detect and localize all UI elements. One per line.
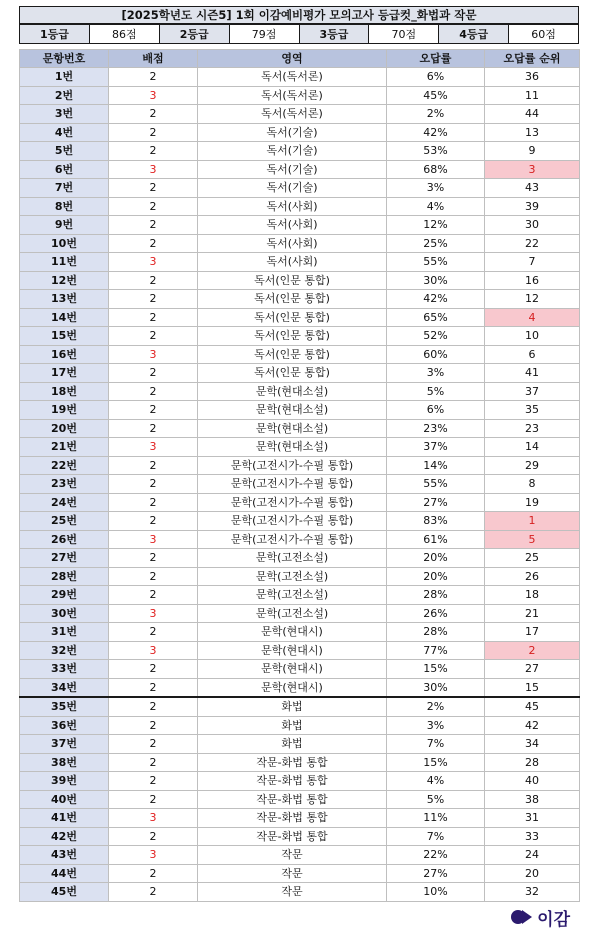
grade-score: 60점 <box>509 25 579 44</box>
table-row <box>20 382 580 401</box>
cell-area: 독서(기술) <box>198 160 387 179</box>
grade-cut-table <box>19 24 579 44</box>
cell-question-number: 4번 <box>20 123 109 142</box>
cell-points: 2 <box>109 864 198 883</box>
cell-question-number: 26번 <box>20 530 109 549</box>
cell-error-rate: 15% <box>387 753 485 772</box>
cell-error-rank: 39 <box>485 197 580 216</box>
cell-area: 작문-화법 통합 <box>198 827 387 846</box>
table-row <box>20 512 580 531</box>
cell-error-rank: 31 <box>485 809 580 828</box>
table-row <box>20 253 580 272</box>
cell-points: 2 <box>109 716 198 735</box>
cell-question-number: 36번 <box>20 716 109 735</box>
cell-error-rank: 44 <box>485 105 580 124</box>
cell-area: 독서(인문 통합) <box>198 364 387 383</box>
table-row <box>20 697 580 716</box>
table-row <box>20 641 580 660</box>
cell-error-rank: 45 <box>485 697 580 716</box>
cell-points: 2 <box>109 401 198 420</box>
cell-question-number: 17번 <box>20 364 109 383</box>
cell-area: 독서(사회) <box>198 234 387 253</box>
cell-question-number: 10번 <box>20 234 109 253</box>
cell-error-rank: 27 <box>485 660 580 679</box>
cell-points: 3 <box>109 530 198 549</box>
cell-question-number: 16번 <box>20 345 109 364</box>
cell-points: 3 <box>109 345 198 364</box>
cell-area: 화법 <box>198 735 387 754</box>
grade-label: 2등급 <box>159 25 229 44</box>
table-row <box>20 753 580 772</box>
table-row <box>20 772 580 791</box>
cell-question-number: 6번 <box>20 160 109 179</box>
table-row <box>20 234 580 253</box>
cell-area: 문학(고전소설) <box>198 549 387 568</box>
cell-area: 작문 <box>198 864 387 883</box>
cell-area: 독서(기술) <box>198 179 387 198</box>
table-row <box>20 271 580 290</box>
cell-points: 3 <box>109 641 198 660</box>
cell-question-number: 30번 <box>20 604 109 623</box>
cell-question-number: 7번 <box>20 179 109 198</box>
table-row <box>20 160 580 179</box>
table-row <box>20 475 580 494</box>
cell-area: 독서(기술) <box>198 123 387 142</box>
cell-error-rate: 45% <box>387 86 485 105</box>
table-row <box>20 846 580 865</box>
table-row <box>20 105 580 124</box>
cell-question-number: 42번 <box>20 827 109 846</box>
cell-question-number: 44번 <box>20 864 109 883</box>
cell-points: 3 <box>109 809 198 828</box>
cell-error-rate: 27% <box>387 493 485 512</box>
cell-points: 2 <box>109 735 198 754</box>
cell-error-rate: 61% <box>387 530 485 549</box>
table-row <box>20 308 580 327</box>
cell-points: 2 <box>109 382 198 401</box>
cell-error-rate: 10% <box>387 883 485 902</box>
cell-error-rate: 20% <box>387 567 485 586</box>
cell-points: 2 <box>109 216 198 235</box>
cell-question-number: 21번 <box>20 438 109 457</box>
cell-area: 화법 <box>198 697 387 716</box>
cell-error-rate: 52% <box>387 327 485 346</box>
cell-error-rate: 26% <box>387 604 485 623</box>
cell-question-number: 45번 <box>20 883 109 902</box>
cell-points: 2 <box>109 419 198 438</box>
cell-area: 독서(독서론) <box>198 86 387 105</box>
cell-error-rank: 5 <box>485 530 580 549</box>
cell-area: 독서(인문 통합) <box>198 345 387 364</box>
header-error-rank: 오답률 순위 <box>485 50 580 68</box>
header-points: 배점 <box>109 50 198 68</box>
cell-points: 2 <box>109 197 198 216</box>
cell-question-number: 39번 <box>20 772 109 791</box>
cell-question-number: 15번 <box>20 327 109 346</box>
cell-question-number: 14번 <box>20 308 109 327</box>
table-row <box>20 438 580 457</box>
cell-error-rate: 14% <box>387 456 485 475</box>
cell-question-number: 24번 <box>20 493 109 512</box>
logo-text: 이감 <box>537 909 570 930</box>
cell-area: 독서(사회) <box>198 216 387 235</box>
cell-points: 3 <box>109 438 198 457</box>
table-row <box>20 864 580 883</box>
table-row <box>20 586 580 605</box>
cell-question-number: 12번 <box>20 271 109 290</box>
cell-error-rank: 21 <box>485 604 580 623</box>
table-row <box>20 809 580 828</box>
table-row <box>20 86 580 105</box>
cell-points: 2 <box>109 179 198 198</box>
header-error-rate: 오답률 <box>387 50 485 68</box>
cell-area: 문학(고전소설) <box>198 604 387 623</box>
cell-error-rank: 6 <box>485 345 580 364</box>
grade-score: 70점 <box>369 25 439 44</box>
table-row <box>20 123 580 142</box>
cell-points: 2 <box>109 475 198 494</box>
cell-error-rank: 7 <box>485 253 580 272</box>
cell-question-number: 35번 <box>20 697 109 716</box>
cell-question-number: 13번 <box>20 290 109 309</box>
cell-points: 2 <box>109 772 198 791</box>
cell-error-rank: 12 <box>485 290 580 309</box>
table-row <box>20 290 580 309</box>
cell-error-rate: 55% <box>387 253 485 272</box>
cell-error-rank: 40 <box>485 772 580 791</box>
cell-error-rate: 37% <box>387 438 485 457</box>
cell-area: 문학(고전시가-수필 통합) <box>198 493 387 512</box>
cell-points: 2 <box>109 456 198 475</box>
cell-area: 화법 <box>198 716 387 735</box>
brand-logo <box>511 906 570 928</box>
cell-question-number: 31번 <box>20 623 109 642</box>
header-area: 영역 <box>198 50 387 68</box>
cell-error-rate: 5% <box>387 382 485 401</box>
cell-question-number: 29번 <box>20 586 109 605</box>
cell-error-rank: 2 <box>485 641 580 660</box>
cell-error-rate: 42% <box>387 123 485 142</box>
table-header-row <box>20 50 580 68</box>
cell-error-rate: 77% <box>387 641 485 660</box>
question-stats-table <box>19 49 580 902</box>
cell-error-rank: 25 <box>485 549 580 568</box>
page-title: [2025학년도 시즌5] 1회 이감예비평가 모의고사 등급컷_화법과 작문 <box>19 6 579 24</box>
cell-error-rate: 2% <box>387 105 485 124</box>
cell-points: 2 <box>109 142 198 161</box>
cell-error-rate: 23% <box>387 419 485 438</box>
cell-points: 2 <box>109 308 198 327</box>
cell-error-rate: 68% <box>387 160 485 179</box>
table-row <box>20 345 580 364</box>
cell-error-rate: 53% <box>387 142 485 161</box>
cell-error-rank: 43 <box>485 179 580 198</box>
cell-points: 2 <box>109 586 198 605</box>
cell-points: 2 <box>109 105 198 124</box>
cell-points: 2 <box>109 678 198 697</box>
cell-area: 문학(고전소설) <box>198 586 387 605</box>
cell-error-rank: 3 <box>485 160 580 179</box>
logo-triangle-icon <box>522 910 532 924</box>
cell-area: 독서(사회) <box>198 197 387 216</box>
table-row <box>20 567 580 586</box>
cell-error-rate: 28% <box>387 623 485 642</box>
cell-question-number: 22번 <box>20 456 109 475</box>
table-row <box>20 456 580 475</box>
cell-error-rank: 19 <box>485 493 580 512</box>
cell-area: 독서(인문 통합) <box>198 290 387 309</box>
header-question-number: 문항번호 <box>20 50 109 68</box>
cell-area: 독서(인문 통합) <box>198 327 387 346</box>
cell-question-number: 38번 <box>20 753 109 772</box>
cell-error-rank: 20 <box>485 864 580 883</box>
cell-error-rate: 4% <box>387 772 485 791</box>
cell-question-number: 40번 <box>20 790 109 809</box>
table-row <box>20 735 580 754</box>
cell-error-rank: 16 <box>485 271 580 290</box>
cell-error-rank: 26 <box>485 567 580 586</box>
table-row <box>20 623 580 642</box>
cell-error-rank: 35 <box>485 401 580 420</box>
cell-error-rank: 18 <box>485 586 580 605</box>
cell-error-rank: 17 <box>485 623 580 642</box>
cell-area: 독서(독서론) <box>198 105 387 124</box>
cell-question-number: 8번 <box>20 197 109 216</box>
table-row <box>20 827 580 846</box>
cell-question-number: 23번 <box>20 475 109 494</box>
cell-area: 작문 <box>198 846 387 865</box>
cell-error-rate: 12% <box>387 216 485 235</box>
cell-area: 문학(고전시가-수필 통합) <box>198 530 387 549</box>
cell-error-rank: 14 <box>485 438 580 457</box>
table-row <box>20 68 580 87</box>
cell-points: 2 <box>109 123 198 142</box>
cell-error-rank: 15 <box>485 678 580 697</box>
cell-area: 문학(고전시가-수필 통합) <box>198 475 387 494</box>
cell-area: 문학(현대소설) <box>198 382 387 401</box>
cell-error-rank: 4 <box>485 308 580 327</box>
cell-error-rate: 28% <box>387 586 485 605</box>
cell-question-number: 25번 <box>20 512 109 531</box>
cell-points: 2 <box>109 697 198 716</box>
table-row <box>20 604 580 623</box>
cell-area: 문학(고전소설) <box>198 567 387 586</box>
cell-area: 문학(현대시) <box>198 678 387 697</box>
table-row <box>20 716 580 735</box>
cell-error-rate: 60% <box>387 345 485 364</box>
cell-question-number: 3번 <box>20 105 109 124</box>
cell-error-rank: 11 <box>485 86 580 105</box>
cell-question-number: 27번 <box>20 549 109 568</box>
table-row <box>20 883 580 902</box>
cell-error-rank: 30 <box>485 216 580 235</box>
table-row <box>20 216 580 235</box>
cell-error-rate: 3% <box>387 364 485 383</box>
cell-points: 2 <box>109 68 198 87</box>
cell-question-number: 1번 <box>20 68 109 87</box>
cell-error-rank: 1 <box>485 512 580 531</box>
cell-question-number: 32번 <box>20 641 109 660</box>
cell-area: 문학(고전시가-수필 통합) <box>198 456 387 475</box>
cell-points: 2 <box>109 790 198 809</box>
cell-error-rate: 2% <box>387 697 485 716</box>
cell-error-rate: 7% <box>387 827 485 846</box>
cell-question-number: 9번 <box>20 216 109 235</box>
cell-error-rate: 83% <box>387 512 485 531</box>
cell-area: 독서(기술) <box>198 142 387 161</box>
table-row <box>20 660 580 679</box>
cell-question-number: 33번 <box>20 660 109 679</box>
cell-area: 독서(독서론) <box>198 68 387 87</box>
cell-area: 작문-화법 통합 <box>198 809 387 828</box>
cell-error-rate: 6% <box>387 68 485 87</box>
table-row <box>20 549 580 568</box>
cell-question-number: 18번 <box>20 382 109 401</box>
cell-area: 문학(현대소설) <box>198 419 387 438</box>
cell-question-number: 19번 <box>20 401 109 420</box>
cell-question-number: 2번 <box>20 86 109 105</box>
cell-points: 2 <box>109 567 198 586</box>
cell-points: 2 <box>109 271 198 290</box>
table-row <box>20 790 580 809</box>
cell-area: 독서(인문 통합) <box>198 308 387 327</box>
cell-error-rate: 42% <box>387 290 485 309</box>
cell-points: 3 <box>109 253 198 272</box>
cell-area: 작문-화법 통합 <box>198 790 387 809</box>
cell-error-rate: 27% <box>387 864 485 883</box>
cell-points: 2 <box>109 660 198 679</box>
cell-error-rate: 3% <box>387 716 485 735</box>
cell-points: 2 <box>109 623 198 642</box>
cell-error-rate: 30% <box>387 678 485 697</box>
cell-area: 문학(현대소설) <box>198 438 387 457</box>
grade-label: 1등급 <box>20 25 90 44</box>
cell-error-rate: 5% <box>387 790 485 809</box>
cell-error-rate: 55% <box>387 475 485 494</box>
cell-area: 작문-화법 통합 <box>198 772 387 791</box>
cell-area: 작문-화법 통합 <box>198 753 387 772</box>
cell-error-rank: 22 <box>485 234 580 253</box>
cell-question-number: 28번 <box>20 567 109 586</box>
table-row <box>20 197 580 216</box>
cell-error-rank: 34 <box>485 735 580 754</box>
grade-label: 4등급 <box>439 25 509 44</box>
cell-error-rank: 23 <box>485 419 580 438</box>
cell-error-rate: 15% <box>387 660 485 679</box>
cell-points: 2 <box>109 549 198 568</box>
cell-error-rate: 25% <box>387 234 485 253</box>
cell-error-rate: 30% <box>387 271 485 290</box>
cell-error-rank: 32 <box>485 883 580 902</box>
cell-points: 2 <box>109 883 198 902</box>
cell-question-number: 5번 <box>20 142 109 161</box>
cell-error-rank: 38 <box>485 790 580 809</box>
cell-points: 2 <box>109 234 198 253</box>
cell-error-rate: 11% <box>387 809 485 828</box>
cell-error-rate: 3% <box>387 179 485 198</box>
cell-error-rank: 36 <box>485 68 580 87</box>
cell-points: 2 <box>109 512 198 531</box>
table-row <box>20 327 580 346</box>
cell-error-rank: 41 <box>485 364 580 383</box>
cell-error-rank: 9 <box>485 142 580 161</box>
cell-area: 독서(인문 통합) <box>198 271 387 290</box>
grade-score: 86점 <box>89 25 159 44</box>
cell-error-rank: 33 <box>485 827 580 846</box>
table-row <box>20 493 580 512</box>
cell-question-number: 41번 <box>20 809 109 828</box>
cell-error-rank: 29 <box>485 456 580 475</box>
cell-points: 2 <box>109 327 198 346</box>
cell-points: 2 <box>109 827 198 846</box>
cell-error-rate: 6% <box>387 401 485 420</box>
cell-area: 문학(고전시가-수필 통합) <box>198 512 387 531</box>
cell-points: 3 <box>109 604 198 623</box>
cell-error-rank: 37 <box>485 382 580 401</box>
grade-score: 79점 <box>229 25 299 44</box>
cell-points: 2 <box>109 290 198 309</box>
cell-area: 문학(현대소설) <box>198 401 387 420</box>
cell-question-number: 37번 <box>20 735 109 754</box>
cell-error-rate: 22% <box>387 846 485 865</box>
table-row <box>20 530 580 549</box>
cell-points: 3 <box>109 86 198 105</box>
cell-question-number: 11번 <box>20 253 109 272</box>
cell-error-rate: 4% <box>387 197 485 216</box>
table-row <box>20 364 580 383</box>
cell-question-number: 43번 <box>20 846 109 865</box>
cell-error-rate: 7% <box>387 735 485 754</box>
cell-error-rate: 20% <box>387 549 485 568</box>
cell-error-rank: 13 <box>485 123 580 142</box>
cell-area: 작문 <box>198 883 387 902</box>
cell-points: 3 <box>109 160 198 179</box>
table-row <box>20 401 580 420</box>
cell-error-rank: 8 <box>485 475 580 494</box>
table-row <box>20 142 580 161</box>
table-row <box>20 179 580 198</box>
cell-error-rate: 65% <box>387 308 485 327</box>
cell-error-rank: 24 <box>485 846 580 865</box>
cell-area: 문학(현대시) <box>198 660 387 679</box>
table-body <box>20 68 580 902</box>
grade-label: 3등급 <box>299 25 369 44</box>
cell-area: 문학(현대시) <box>198 623 387 642</box>
cell-error-rank: 42 <box>485 716 580 735</box>
table-row <box>20 419 580 438</box>
cell-error-rank: 10 <box>485 327 580 346</box>
cell-error-rank: 28 <box>485 753 580 772</box>
cell-area: 문학(현대시) <box>198 641 387 660</box>
cell-question-number: 20번 <box>20 419 109 438</box>
cell-points: 2 <box>109 753 198 772</box>
table-row <box>20 678 580 697</box>
cell-area: 독서(사회) <box>198 253 387 272</box>
cell-points: 2 <box>109 364 198 383</box>
cell-points: 2 <box>109 493 198 512</box>
cell-points: 3 <box>109 846 198 865</box>
cell-question-number: 34번 <box>20 678 109 697</box>
